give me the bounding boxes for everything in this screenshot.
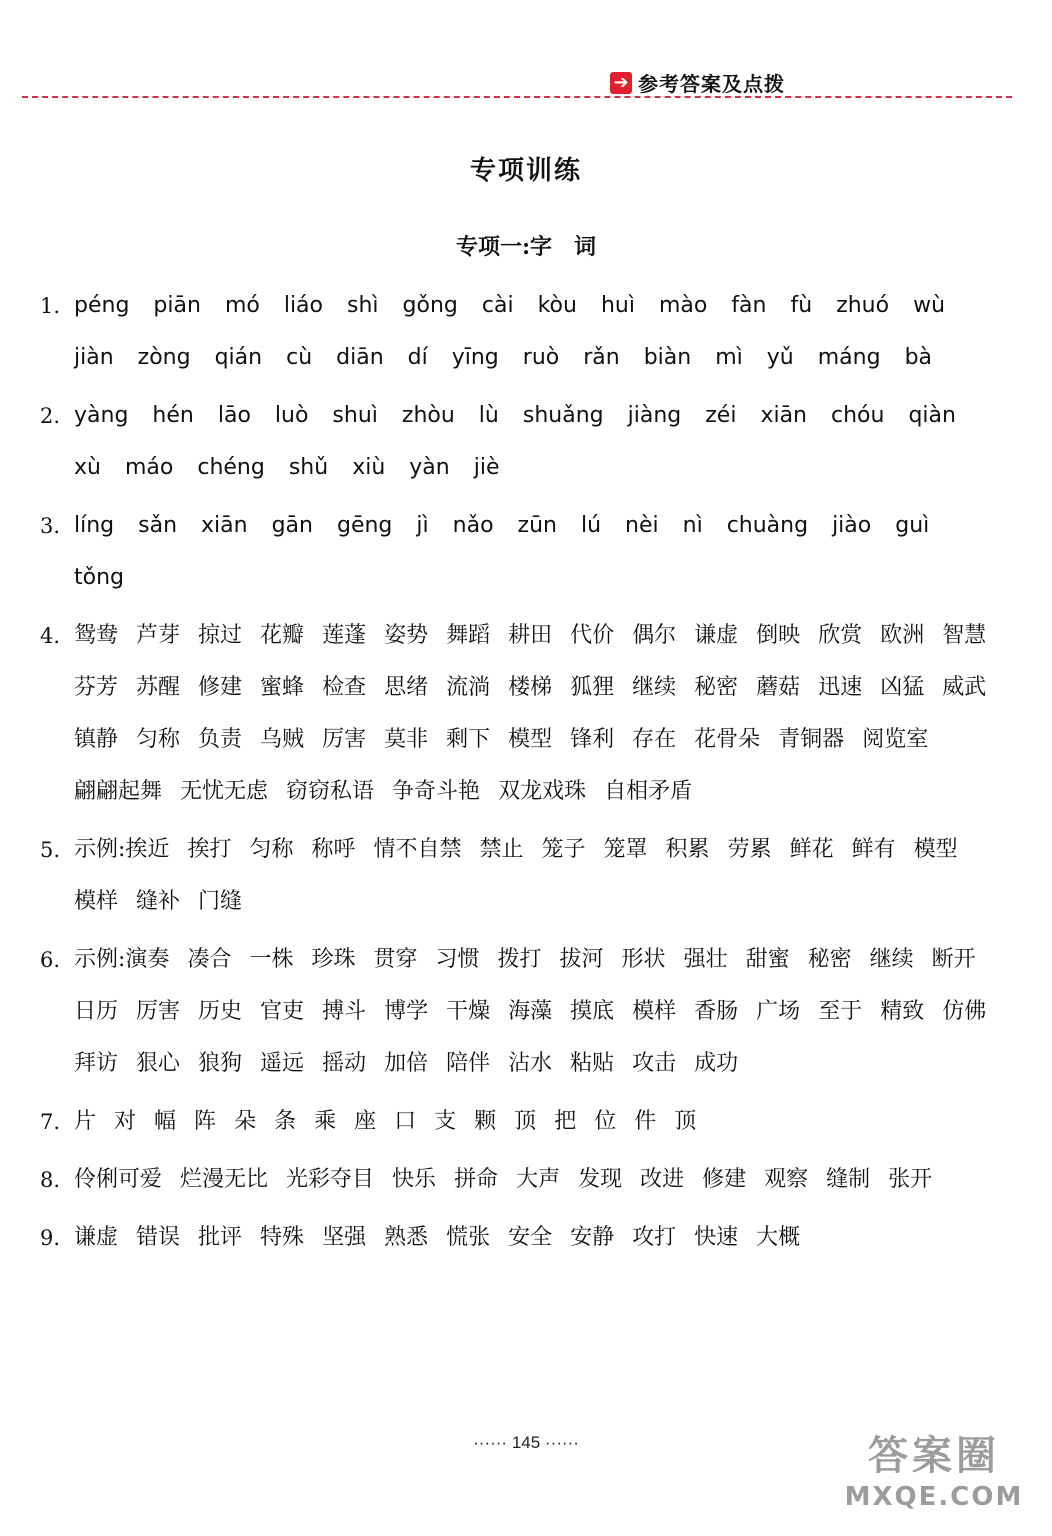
word-answer: 快乐 bbox=[392, 1167, 437, 1192]
item-number: 5. bbox=[40, 838, 61, 862]
pinyin-answer: fàn bbox=[731, 293, 767, 318]
word-answer: 智慧 bbox=[942, 623, 987, 648]
pinyin-answer: máo bbox=[124, 455, 174, 480]
word-answer: 无忧无虑 bbox=[180, 779, 269, 804]
pinyin-answer: zūn bbox=[517, 513, 557, 538]
word-answer: 颗 bbox=[474, 1109, 497, 1134]
header-divider bbox=[22, 96, 1012, 98]
word-answer: 精致 bbox=[880, 999, 925, 1024]
word-answer: 摇动 bbox=[322, 1051, 367, 1076]
pinyin-answer: jiàng bbox=[627, 403, 682, 428]
word-answer: 偶尔 bbox=[632, 623, 677, 648]
word-answer: 拨打 bbox=[497, 947, 542, 972]
word-answer: 至于 bbox=[818, 999, 863, 1024]
pinyin-answer: zòng bbox=[137, 345, 191, 370]
word-answer: 负责 bbox=[198, 727, 243, 752]
word-answer: 匀称 bbox=[136, 727, 181, 752]
pinyin-answer: yǔ bbox=[766, 345, 794, 370]
answer-item bbox=[40, 934, 1015, 1090]
word-answer: 苏醒 bbox=[136, 675, 181, 700]
answer-item bbox=[40, 1096, 1015, 1148]
word-answer: 阵 bbox=[194, 1109, 217, 1134]
word-answer: 莲蓬 bbox=[322, 623, 367, 648]
word-answer: 存在 bbox=[632, 727, 677, 752]
item-words bbox=[74, 934, 1015, 1090]
word-answer: 鲜有 bbox=[851, 837, 896, 862]
item-prefix: 示例: bbox=[74, 947, 126, 972]
pinyin-answer: lú bbox=[580, 513, 602, 538]
item-number: 2. bbox=[40, 404, 61, 428]
word-answer: 蜜蜂 bbox=[260, 675, 305, 700]
word-answer: 海藻 bbox=[508, 999, 553, 1024]
word-answer: 窃窃私语 bbox=[286, 779, 375, 804]
word-answer: 摸底 bbox=[570, 999, 615, 1024]
word-answer: 谦虚 bbox=[74, 1225, 119, 1250]
pinyin-answer: guì bbox=[895, 513, 930, 538]
pinyin-answer: shuǎng bbox=[522, 403, 604, 428]
word-answer: 张开 bbox=[888, 1167, 933, 1192]
item-words bbox=[74, 610, 1015, 818]
word-answer: 匀称 bbox=[249, 837, 294, 862]
item-words bbox=[74, 1154, 1015, 1206]
item-number: 9. bbox=[40, 1226, 61, 1250]
word-answer: 坚强 bbox=[322, 1225, 367, 1250]
word-answer: 劳累 bbox=[727, 837, 772, 862]
word-answer: 情不自禁 bbox=[373, 837, 462, 862]
answer-item bbox=[40, 1212, 1015, 1264]
item-words bbox=[74, 824, 1015, 928]
pinyin-answer: mào bbox=[658, 293, 708, 318]
pinyin-answer: biàn bbox=[643, 345, 692, 370]
pinyin-answer: lāo bbox=[217, 403, 251, 428]
word-answer: 秘密 bbox=[694, 675, 739, 700]
word-answer: 博学 bbox=[384, 999, 429, 1024]
word-answer: 修建 bbox=[198, 675, 243, 700]
word-answer: 香肠 bbox=[694, 999, 739, 1024]
word-answer: 粘贴 bbox=[570, 1051, 615, 1076]
word-answer: 特殊 bbox=[260, 1225, 305, 1250]
pinyin-answer: sǎn bbox=[138, 513, 178, 538]
word-answer: 顶 bbox=[674, 1109, 697, 1134]
word-answer: 条 bbox=[274, 1109, 297, 1134]
word-answer: 挨近 bbox=[125, 837, 170, 862]
word-answer: 伶俐可爱 bbox=[74, 1167, 163, 1192]
word-answer: 耕田 bbox=[508, 623, 553, 648]
word-answer: 搏斗 bbox=[322, 999, 367, 1024]
word-answer: 狠心 bbox=[136, 1051, 181, 1076]
pinyin-answer: líng bbox=[74, 513, 115, 538]
word-answer: 件 bbox=[634, 1109, 657, 1134]
word-answer: 修建 bbox=[702, 1167, 747, 1192]
word-answer: 舞蹈 bbox=[446, 623, 491, 648]
word-answer: 欣赏 bbox=[818, 623, 863, 648]
pinyin-answer: máng bbox=[817, 345, 881, 370]
word-answer: 日历 bbox=[74, 999, 119, 1024]
word-answer: 积累 bbox=[665, 837, 710, 862]
word-answer: 笼罩 bbox=[603, 837, 648, 862]
word-answer: 双龙戏珠 bbox=[498, 779, 587, 804]
item-number: 7. bbox=[40, 1110, 61, 1134]
pinyin-answer: diān bbox=[336, 345, 384, 370]
word-answer: 演奏 bbox=[125, 947, 170, 972]
word-answer: 支 bbox=[434, 1109, 457, 1134]
word-answer: 安全 bbox=[508, 1225, 553, 1250]
word-answer: 鸳鸯 bbox=[74, 623, 119, 648]
watermark-logo bbox=[834, 1430, 1034, 1522]
pinyin-answer: nì bbox=[682, 513, 703, 538]
word-answer: 官吏 bbox=[260, 999, 305, 1024]
pinyin-answer: shì bbox=[347, 293, 379, 318]
word-answer: 自相矛盾 bbox=[604, 779, 693, 804]
pinyin-answer: jiàn bbox=[74, 345, 114, 370]
word-answer: 花瓣 bbox=[260, 623, 305, 648]
word-answer: 遥远 bbox=[260, 1051, 305, 1076]
answer-item bbox=[40, 500, 1015, 604]
pinyin-answer: zéi bbox=[705, 403, 737, 428]
word-answer: 乌贼 bbox=[260, 727, 305, 752]
word-answer: 位 bbox=[594, 1109, 617, 1134]
word-answer: 掠过 bbox=[198, 623, 243, 648]
pinyin-answer: cài bbox=[481, 293, 514, 318]
word-answer: 座 bbox=[354, 1109, 377, 1134]
word-answer: 攻击 bbox=[632, 1051, 677, 1076]
section-subtitle: 专项一:字 词 bbox=[455, 234, 597, 260]
word-answer: 秘密 bbox=[807, 947, 852, 972]
pinyin-answer: zhuó bbox=[836, 293, 890, 318]
word-answer: 加倍 bbox=[384, 1051, 429, 1076]
word-answer: 蘑菇 bbox=[756, 675, 801, 700]
watermark-line2: MXQE.COM bbox=[844, 1482, 1024, 1512]
word-answer: 干燥 bbox=[446, 999, 491, 1024]
word-answer: 烂漫无比 bbox=[180, 1167, 269, 1192]
word-answer: 花骨朵 bbox=[694, 727, 761, 752]
answer-item bbox=[40, 280, 1015, 384]
pinyin-answer: mì bbox=[715, 345, 743, 370]
word-answer: 莫非 bbox=[384, 727, 429, 752]
word-answer: 狼狗 bbox=[198, 1051, 243, 1076]
item-number: 4. bbox=[40, 624, 61, 648]
word-answer: 乘 bbox=[314, 1109, 337, 1134]
pinyin-answer: rǎn bbox=[583, 345, 620, 370]
pinyin-answer: jiè bbox=[473, 455, 500, 480]
word-answer: 笼子 bbox=[541, 837, 586, 862]
pinyin-answer: nǎo bbox=[452, 513, 494, 538]
word-answer: 模型 bbox=[508, 727, 553, 752]
word-answer: 强壮 bbox=[683, 947, 728, 972]
item-words bbox=[74, 500, 1015, 604]
item-words bbox=[74, 280, 1015, 384]
word-answer: 凶猛 bbox=[880, 675, 925, 700]
pinyin-answer: chéng bbox=[197, 455, 265, 480]
pinyin-answer: huì bbox=[600, 293, 635, 318]
pinyin-answer: shuì bbox=[332, 403, 378, 428]
word-answer: 继续 bbox=[632, 675, 677, 700]
word-answer: 模样 bbox=[74, 889, 119, 914]
word-answer: 模型 bbox=[913, 837, 958, 862]
word-answer: 顶 bbox=[514, 1109, 537, 1134]
pinyin-answer: piān bbox=[153, 293, 201, 318]
word-answer: 广场 bbox=[756, 999, 801, 1024]
word-answer: 对 bbox=[114, 1109, 137, 1134]
word-answer: 拔河 bbox=[559, 947, 604, 972]
answer-item bbox=[40, 824, 1015, 928]
pinyin-answer: gān bbox=[271, 513, 313, 538]
word-answer: 检查 bbox=[322, 675, 367, 700]
item-number: 6. bbox=[40, 948, 61, 972]
pinyin-answer: bà bbox=[904, 345, 933, 370]
word-answer: 历史 bbox=[198, 999, 243, 1024]
pinyin-answer: shǔ bbox=[288, 455, 329, 480]
word-answer: 凑合 bbox=[187, 947, 232, 972]
word-answer: 继续 bbox=[869, 947, 914, 972]
item-prefix: 示例: bbox=[74, 837, 126, 862]
word-answer: 快速 bbox=[694, 1225, 739, 1250]
watermark-line1: 答案圈 bbox=[868, 1433, 1000, 1479]
pinyin-answer: dí bbox=[407, 345, 428, 370]
word-answer: 拜访 bbox=[74, 1051, 119, 1076]
word-answer: 甜蜜 bbox=[745, 947, 790, 972]
pinyin-answer: tǒng bbox=[74, 565, 124, 590]
word-answer: 芦芽 bbox=[136, 623, 181, 648]
word-answer: 缝补 bbox=[136, 889, 181, 914]
word-answer: 成功 bbox=[694, 1051, 739, 1076]
word-answer: 青铜器 bbox=[778, 727, 845, 752]
word-answer: 拼命 bbox=[454, 1167, 499, 1192]
word-answer: 欧洲 bbox=[880, 623, 925, 648]
pinyin-answer: xiān bbox=[760, 403, 807, 428]
pinyin-answer: wù bbox=[913, 293, 946, 318]
word-answer: 锋利 bbox=[570, 727, 615, 752]
pinyin-answer: yīng bbox=[451, 345, 499, 370]
word-answer: 一株 bbox=[249, 947, 294, 972]
word-answer: 批评 bbox=[198, 1225, 243, 1250]
pinyin-answer: jì bbox=[416, 513, 429, 538]
pinyin-answer: jiào bbox=[832, 513, 872, 538]
word-answer: 片 bbox=[74, 1109, 97, 1134]
word-answer: 形状 bbox=[621, 947, 666, 972]
word-answer: 模样 bbox=[632, 999, 677, 1024]
pinyin-answer: kòu bbox=[537, 293, 577, 318]
word-answer: 贯穿 bbox=[373, 947, 418, 972]
word-answer: 观察 bbox=[764, 1167, 809, 1192]
pinyin-answer: péng bbox=[74, 293, 130, 318]
item-words bbox=[74, 390, 1015, 494]
word-answer: 迅速 bbox=[818, 675, 863, 700]
word-answer: 门缝 bbox=[198, 889, 243, 914]
pinyin-answer: liáo bbox=[283, 293, 323, 318]
pinyin-answer: zhòu bbox=[401, 403, 455, 428]
word-answer: 翩翩起舞 bbox=[74, 779, 163, 804]
word-answer: 厉害 bbox=[322, 727, 367, 752]
item-number: 1. bbox=[40, 294, 61, 318]
pinyin-answer: qiàn bbox=[908, 403, 956, 428]
item-number: 3. bbox=[40, 514, 61, 538]
word-answer: 挨打 bbox=[187, 837, 232, 862]
word-answer: 缝制 bbox=[826, 1167, 871, 1192]
word-answer: 芬芳 bbox=[74, 675, 119, 700]
word-answer: 朵 bbox=[234, 1109, 257, 1134]
pinyin-answer: xiān bbox=[201, 513, 248, 538]
pinyin-answer: fù bbox=[790, 293, 813, 318]
pinyin-answer: mó bbox=[224, 293, 260, 318]
word-answer: 把 bbox=[554, 1109, 577, 1134]
word-answer: 姿势 bbox=[384, 623, 429, 648]
word-answer: 鲜花 bbox=[789, 837, 834, 862]
word-answer: 口 bbox=[394, 1109, 417, 1134]
pinyin-answer: chóu bbox=[831, 403, 885, 428]
header-text: 参考答案及点拨 bbox=[638, 72, 785, 96]
word-answer: 沾水 bbox=[508, 1051, 553, 1076]
item-words bbox=[74, 1212, 1015, 1264]
word-answer: 思绪 bbox=[384, 675, 429, 700]
word-answer: 攻打 bbox=[632, 1225, 677, 1250]
pinyin-answer: luò bbox=[274, 403, 309, 428]
word-answer: 代价 bbox=[570, 623, 615, 648]
answer-list bbox=[40, 280, 1015, 1270]
word-answer: 倒映 bbox=[756, 623, 801, 648]
word-answer: 发现 bbox=[578, 1167, 623, 1192]
item-words bbox=[74, 1096, 1015, 1148]
word-answer: 狐狸 bbox=[570, 675, 615, 700]
word-answer: 镇静 bbox=[74, 727, 119, 752]
word-answer: 陪伴 bbox=[446, 1051, 491, 1076]
word-answer: 慌张 bbox=[446, 1225, 491, 1250]
header bbox=[610, 68, 785, 97]
word-answer: 流淌 bbox=[446, 675, 491, 700]
page-number: ······ 145 ······ bbox=[473, 1433, 579, 1452]
pinyin-answer: gēng bbox=[336, 513, 393, 538]
answer-item bbox=[40, 390, 1015, 494]
word-answer: 光彩夺目 bbox=[286, 1167, 375, 1192]
page-title: 专项训练 bbox=[469, 156, 582, 186]
word-answer: 熟悉 bbox=[384, 1225, 429, 1250]
word-answer: 称呼 bbox=[311, 837, 356, 862]
arrow-right-icon: ➔ bbox=[610, 72, 632, 94]
word-answer: 错误 bbox=[136, 1225, 181, 1250]
word-answer: 仿佛 bbox=[942, 999, 987, 1024]
answer-item bbox=[40, 610, 1015, 818]
word-answer: 大声 bbox=[516, 1167, 561, 1192]
word-answer: 大概 bbox=[756, 1225, 801, 1250]
pinyin-answer: yàng bbox=[74, 403, 129, 428]
word-answer: 断开 bbox=[931, 947, 976, 972]
pinyin-answer: yàn bbox=[409, 455, 450, 480]
pinyin-answer: xù bbox=[74, 455, 101, 480]
pinyin-answer: lù bbox=[478, 403, 499, 428]
word-answer: 楼梯 bbox=[508, 675, 553, 700]
pinyin-answer: gǒng bbox=[402, 293, 458, 318]
word-answer: 珍珠 bbox=[311, 947, 356, 972]
word-answer: 安静 bbox=[570, 1225, 615, 1250]
answer-item bbox=[40, 1154, 1015, 1206]
pinyin-answer: ruò bbox=[522, 345, 560, 370]
pinyin-answer: cù bbox=[286, 345, 313, 370]
word-answer: 幅 bbox=[154, 1109, 177, 1134]
word-answer: 习惯 bbox=[435, 947, 480, 972]
word-answer: 剩下 bbox=[446, 727, 491, 752]
word-answer: 争奇斗艳 bbox=[392, 779, 481, 804]
pinyin-answer: qián bbox=[214, 345, 263, 370]
word-answer: 改进 bbox=[640, 1167, 685, 1192]
pinyin-answer: xiù bbox=[352, 455, 386, 480]
pinyin-answer: hén bbox=[152, 403, 194, 428]
word-answer: 阅览室 bbox=[862, 727, 929, 752]
item-number: 8. bbox=[40, 1168, 61, 1192]
word-answer: 厉害 bbox=[136, 999, 181, 1024]
word-answer: 禁止 bbox=[479, 837, 524, 862]
pinyin-answer: chuàng bbox=[726, 513, 809, 538]
word-answer: 谦虚 bbox=[694, 623, 739, 648]
word-answer: 威武 bbox=[942, 675, 987, 700]
pinyin-answer: nèi bbox=[625, 513, 659, 538]
